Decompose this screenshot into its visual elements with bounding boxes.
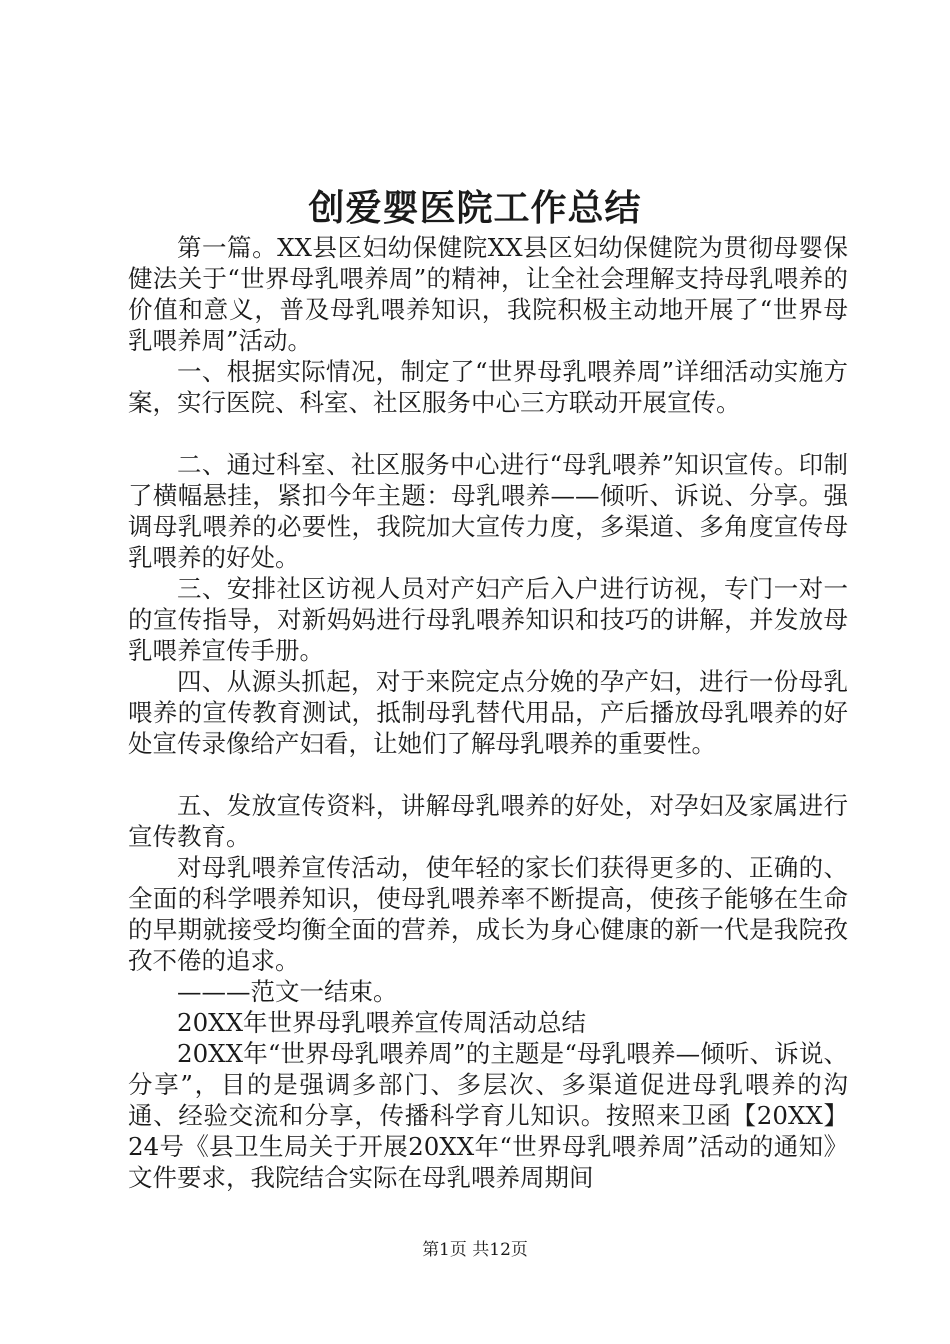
paragraph-intro: 第一篇。XX县区妇幼保健院XX县区妇幼保健院为贯彻母婴保健法关于“世界母乳喂养周”的精神，让全社会理解支持母乳喂养的价值和意义，普及母乳喂养知识，我院积极主动地开展了“世界母乳喂养周”活动。 xyxy=(128,233,848,355)
paragraph-item-1: 一、根据实际情况，制定了“世界母乳喂养周”详细活动实施方案，实行医院、科室、社区服务中心三方联动开展宣传。 xyxy=(128,357,848,417)
paragraph-subheading: 20XX年世界母乳喂养宣传周活动总结 xyxy=(177,1008,587,1037)
paragraph-item-5: 五、发放宣传资料，讲解母乳喂养的好处，对孕妇及家属进行宣传教育。 xyxy=(128,791,848,851)
paragraph-second-article: 20XX年“世界母乳喂养周”的主题是“母乳喂养—倾听、诉说、分享”，目的是强调多部门、多层次、多渠道促进母乳喂养的沟通、经验交流和分享，传播科学育儿知识。按照来卫函【20XX】24号《县卫生局关于开展20XX年“世界母乳喂养周”活动的通知》文件要求，我院结合实际在母乳喂养周期间 xyxy=(128,1039,848,1192)
paragraph-conclusion: 对母乳喂养宣传活动，使年轻的家长们获得更多的、正确的、全面的科学喂养知识，使母乳喂养率不断提高，使孩子能够在生命的早期就接受均衡全面的营养，成长为身心健康的新一代是我院孜孜不倦的追求。 xyxy=(128,853,848,975)
blank-line xyxy=(128,759,848,790)
paragraph-end-marker: ———范文一结束。 xyxy=(177,977,398,1006)
page-footer: 第1页 共12页 xyxy=(422,1240,528,1260)
paragraph-item-3: 三、安排社区访视人员对产妇产后入户进行访视，专门一对一的宣传指导，对新妈妈进行母乳喂养知识和技巧的讲解，并发放母乳喂养宣传手册。 xyxy=(128,574,848,665)
blank-line xyxy=(128,418,848,449)
paragraph-item-2: 二、通过科室、社区服务中心进行“母乳喂养”知识宣传。印制了横幅悬挂，紧扣今年主题：母乳喂养——倾听、诉说、分享。强调母乳喂养的必要性，我院加大宣传力度，多渠道、多角度宣传母乳喂养的好处。 xyxy=(128,450,848,572)
document-title: 创爱婴医院工作总结 xyxy=(308,187,642,229)
document-body xyxy=(128,232,848,1193)
paragraph-item-4: 四、从源头抓起，对于来院定点分娩的孕产妇，进行一份母乳喂养的宣传教育测试，抵制母乳替代用品，产后播放母乳喂养的好处宣传录像给产妇看，让她们了解母乳喂养的重要性。 xyxy=(128,667,848,758)
